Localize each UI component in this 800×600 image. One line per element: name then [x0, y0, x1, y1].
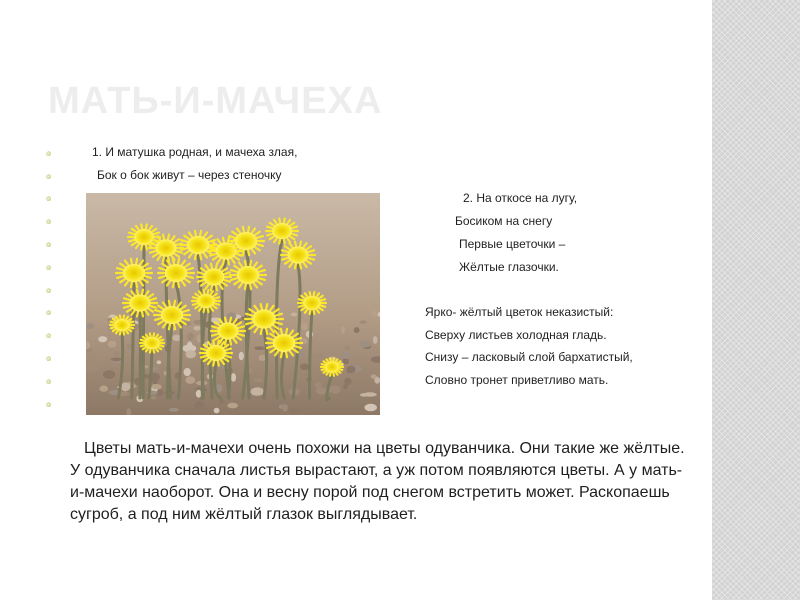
pebble — [157, 360, 162, 364]
flower-stem — [140, 313, 141, 398]
pebble — [127, 344, 132, 349]
pebble — [98, 336, 107, 342]
pebble — [214, 408, 220, 414]
bullet-icon: ๏ — [46, 376, 52, 386]
poem1-line2: Бок о бок живут – через стеночку — [97, 168, 282, 182]
pebble — [193, 326, 201, 331]
pebble — [169, 408, 179, 412]
pebble — [352, 356, 365, 362]
pebble — [239, 352, 244, 360]
pebble — [301, 323, 308, 331]
pebble — [184, 368, 191, 376]
pebble — [254, 346, 264, 350]
pebble — [227, 403, 238, 409]
pebble — [344, 378, 352, 385]
poem1-line1: 1. И матушка родная, и мачеха злая, — [92, 145, 298, 159]
pebble — [373, 336, 378, 344]
pebble — [155, 352, 164, 357]
pebble — [151, 384, 161, 389]
pebble — [291, 313, 297, 317]
bullet-icon: ๏ — [46, 148, 52, 158]
pebble — [100, 385, 109, 391]
pebble — [254, 379, 263, 383]
pebble — [282, 404, 288, 412]
pebble — [185, 376, 195, 384]
bullet-icon: ๏ — [46, 216, 52, 226]
bullet-icon: ๏ — [46, 239, 52, 249]
pebble — [364, 404, 377, 411]
poem2-line1: 2. На откосе на лугу, — [463, 191, 578, 205]
pebble — [108, 341, 116, 348]
bullet-icon: ๏ — [46, 193, 52, 203]
bullet-icon: ๏ — [46, 353, 52, 363]
description-paragraph — [70, 438, 690, 526]
bullet-column — [46, 0, 66, 600]
slide-title: МАТЬ-И-МАЧЕХА — [48, 80, 383, 122]
pebble — [90, 361, 98, 367]
bullet-icon: ๏ — [46, 171, 52, 181]
pebble — [363, 392, 376, 396]
pebble — [87, 323, 94, 329]
pebble — [114, 352, 120, 357]
bullet-icon: ๏ — [46, 399, 52, 409]
pebble — [103, 370, 115, 379]
pebble — [346, 366, 355, 374]
poem2-line4: Жёлтые глазочки. — [459, 260, 559, 274]
pebble — [186, 350, 197, 358]
pebble — [354, 327, 360, 333]
bullet-icon: ๏ — [46, 285, 52, 295]
poem2-line3: Первые цветочки – — [459, 237, 566, 251]
pebble — [312, 353, 323, 361]
bullet-icon: ๏ — [46, 330, 52, 340]
poem3-line3: Снизу – ласковый слой бархатистый, — [425, 350, 633, 364]
decorative-side-band — [712, 0, 800, 600]
description-text: Цветы мать-и-мачехи очень похожи на цветы одуванчика. Они такие же жёлтые. У одуванчика сначала листья вырастают, а уж потом появляются цветы. А у мать-и-мачехи наоборот. Она и весну порой под снегом встретить может. Раскопаешь сугроб, а под ним жёлтый глазок выглядывает. — [70, 440, 685, 523]
pebble — [342, 352, 351, 359]
bullet-icon: ๏ — [46, 307, 52, 317]
pebble — [371, 374, 377, 378]
poem3-line2: Сверху листьев холодная гладь. — [425, 328, 607, 342]
pebble — [111, 358, 123, 361]
pebble — [360, 320, 368, 323]
pebble — [359, 341, 372, 348]
pebble — [371, 310, 376, 317]
pebble — [341, 326, 345, 334]
coltsfoot-flowers-photo — [86, 193, 380, 415]
poem2-line2: Босиком на снегу — [455, 214, 553, 228]
poem3-line4: Словно тронет приветливо мать. — [425, 373, 609, 387]
pebble — [196, 390, 202, 398]
bullet-icon: ๏ — [46, 262, 52, 272]
pebble — [187, 333, 194, 341]
pebble — [151, 396, 157, 399]
pebble — [289, 409, 299, 414]
pebble — [231, 373, 236, 381]
pebble — [300, 364, 309, 371]
pebble — [194, 401, 205, 409]
pebble — [344, 346, 350, 350]
pebble — [251, 387, 265, 395]
poem3-line1: Ярко- жёлтый цветок неказистый: — [425, 305, 614, 319]
